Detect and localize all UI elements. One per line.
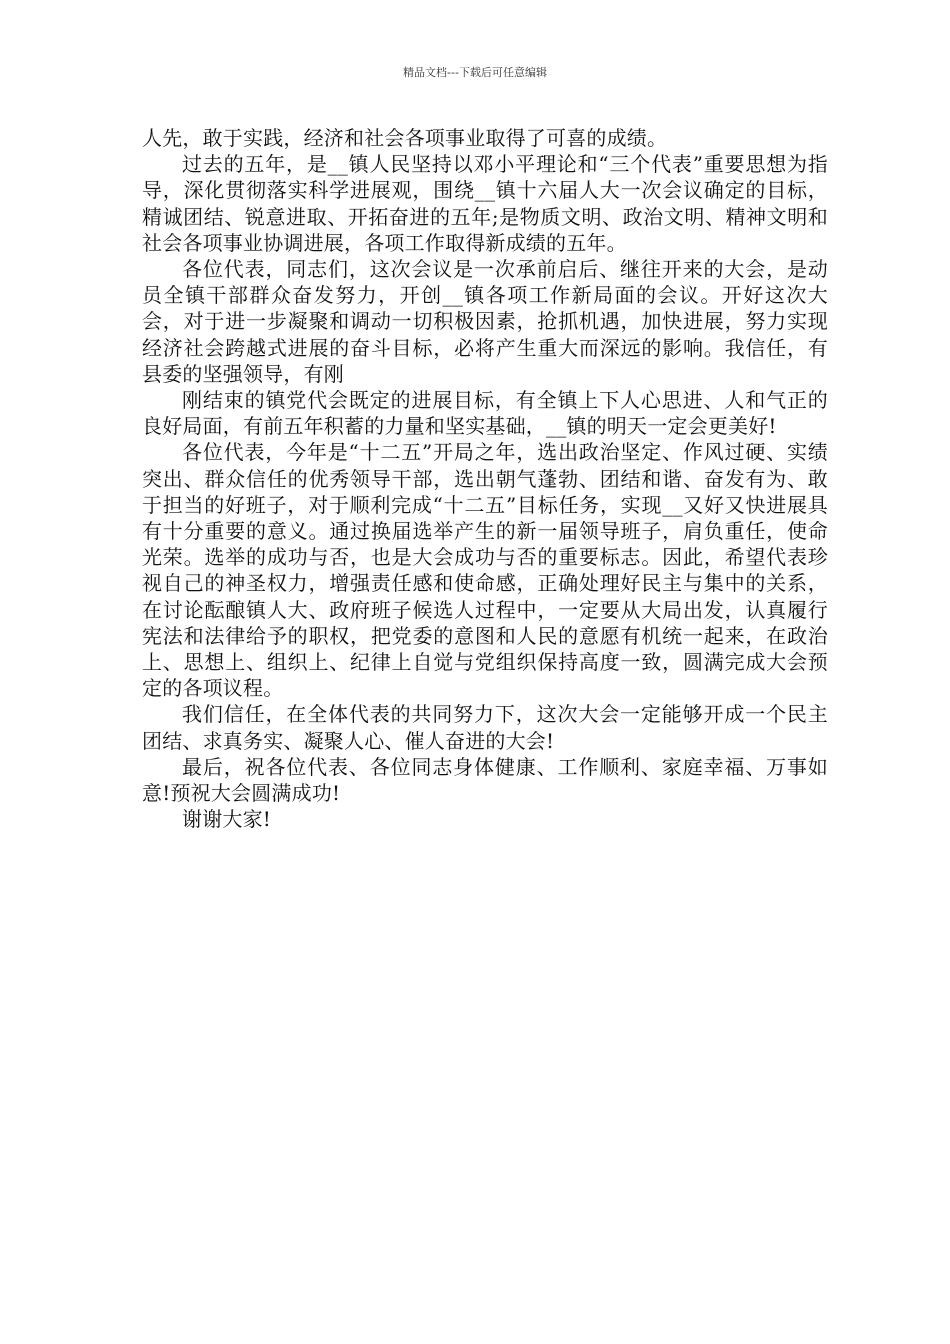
page-header: 精品文档---下载后可任意编辑: [403, 66, 547, 79]
paragraph-6: 我们信任，在全体代表的共同努力下，这次大会一定能够开成一个民主团结、求真务实、凝聚人心、催人奋进的大会!: [142, 702, 828, 753]
paragraph-2: 过去的五年，是__镇人民坚持以邓小平理论和“三个代表”重要思想为指导，深化贯彻落实科学进展观，围绕__镇十六届人大一次会议确定的目标，精诚团结、锐意进取、开拓奋进的五年;是物质文明、政治文明、精神文明和社会各项事业协调进展，各项工作取得新成绩的五年。: [142, 152, 828, 255]
document-body: [142, 125, 828, 832]
paragraph-7: 最后，祝各位代表、各位同志身体健康、工作顺利、家庭幸福、万事如意!预祝大会圆满成功!: [142, 754, 828, 806]
paragraph-3: 各位代表，同志们，这次会议是一次承前启后、继往开来的大会，是动员全镇干部群众奋发努力，开创__镇各项工作新局面的会议。开好这次大会，对于进一步凝聚和调动一切积极因素，抢抓机遇，加快进展，努力实现经济社会跨越式进展的奋斗目标，必将产生重大而深远的影响。我信任，有县委的坚强领导，有刚: [142, 257, 828, 386]
paragraph-5: 各位代表，今年是“十二五”开局之年，选出政治坚定、作风过硬、实绩突出、群众信任的优秀领导干部，选出朝气蓬勃、团结和谐、奋发有为、敢于担当的好班子，对于顺利完成“十二五”目标任务，实现__又好又快进展具有十分重要的意义。通过换届选举产生的新一届领导班子，肩负重任，使命光荣。选举的成功与否，也是大会成功与否的重要标志。因此，希望代表珍视自己的神圣权力，增强责任感和使命感，正确处理好民主与集中的关系，在讨论酝酿镇人大、政府班子候选人过程中，一定要从大局出发，认真履行宪法和法律给予的职权，把党委的意图和人民的意愿有机统一起来，在政治上、思想上、组织上、纪律上自觉与党组织保持高度一致，圆满完成大会预定的各项议程。: [142, 440, 828, 701]
paragraph-4: 刚结束的镇党代会既定的进展目标，有全镇上下人心思进、人和气正的良好局面，有前五年积蓄的力量和坚实基础，__镇的明天一定会更美好!: [142, 388, 828, 439]
paragraph-1: 人先，敢于实践，经济和社会各项事业取得了可喜的成绩。: [142, 126, 668, 150]
paragraph-8: 谢谢大家!: [182, 807, 272, 832]
